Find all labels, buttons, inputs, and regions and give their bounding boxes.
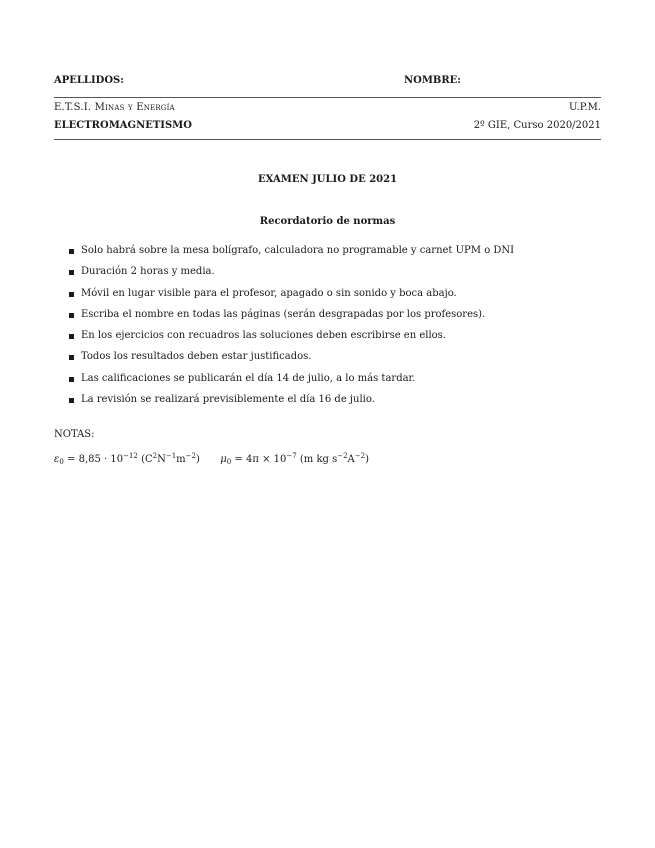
permittivity-constant: $\varepsilon_0 = 8,85 \cdot 10^{-12}$ $(C^2N^{-1}m^{-2})$ [54,452,200,466]
bullet-icon [69,313,74,318]
bullet-icon [69,270,74,275]
university-name: U.P.M. [569,102,601,113]
bullet-icon [69,377,74,382]
apellidos-label: APELLIDOS: [54,75,124,86]
bottom-rule [54,139,601,140]
list-item: Las calificaciones se publicarán el día 14 de julio, a lo más tardar. [54,372,601,393]
list-item: Móvil en lugar visible para el profesor, apagado o sin sonido y boca abajo. [54,287,601,308]
top-rule [54,97,601,98]
nombre-label: NOMBRE: [404,75,461,86]
list-item: Todos los resultados deben estar justificados. [54,350,601,371]
course-info: 2º GIE, Curso 2020/2021 [473,120,601,131]
list-item: Escriba el nombre en todas las páginas (serán desgrapadas por los profesores). [54,308,601,329]
bullet-icon [69,334,74,339]
list-item: Solo habrá sobre la mesa bolígrafo, calculadora no programable y carnet UPM o DNI [54,244,601,265]
physical-constants [54,454,369,465]
bullet-icon [69,292,74,297]
rules-title: Recordatorio de normas [259,216,396,227]
exam-title: EXAMEN JULIO DE 2021 [257,174,398,185]
permeability-constant: $\mu_0 = 4\pi \times 10^{-7}$ (m kg $s^{-2}A^{-2}$) [220,452,370,466]
list-item: En los ejercicios con recuadros las soluciones deben escribirse en ellos. [54,329,601,350]
school-name: E.T.S.I. Minas y Energía [54,102,175,113]
bullet-icon [69,355,74,360]
bullet-icon [69,398,74,403]
rules-list [54,244,601,414]
list-item: Duración 2 horas y media. [54,265,601,286]
notes-label: NOTAS: [54,429,95,440]
subject-name: ELECTROMAGNETISMO [54,120,192,131]
bullet-icon [69,249,74,254]
list-item: La revisión se realizará previsiblemente el día 16 de julio. [54,393,601,414]
